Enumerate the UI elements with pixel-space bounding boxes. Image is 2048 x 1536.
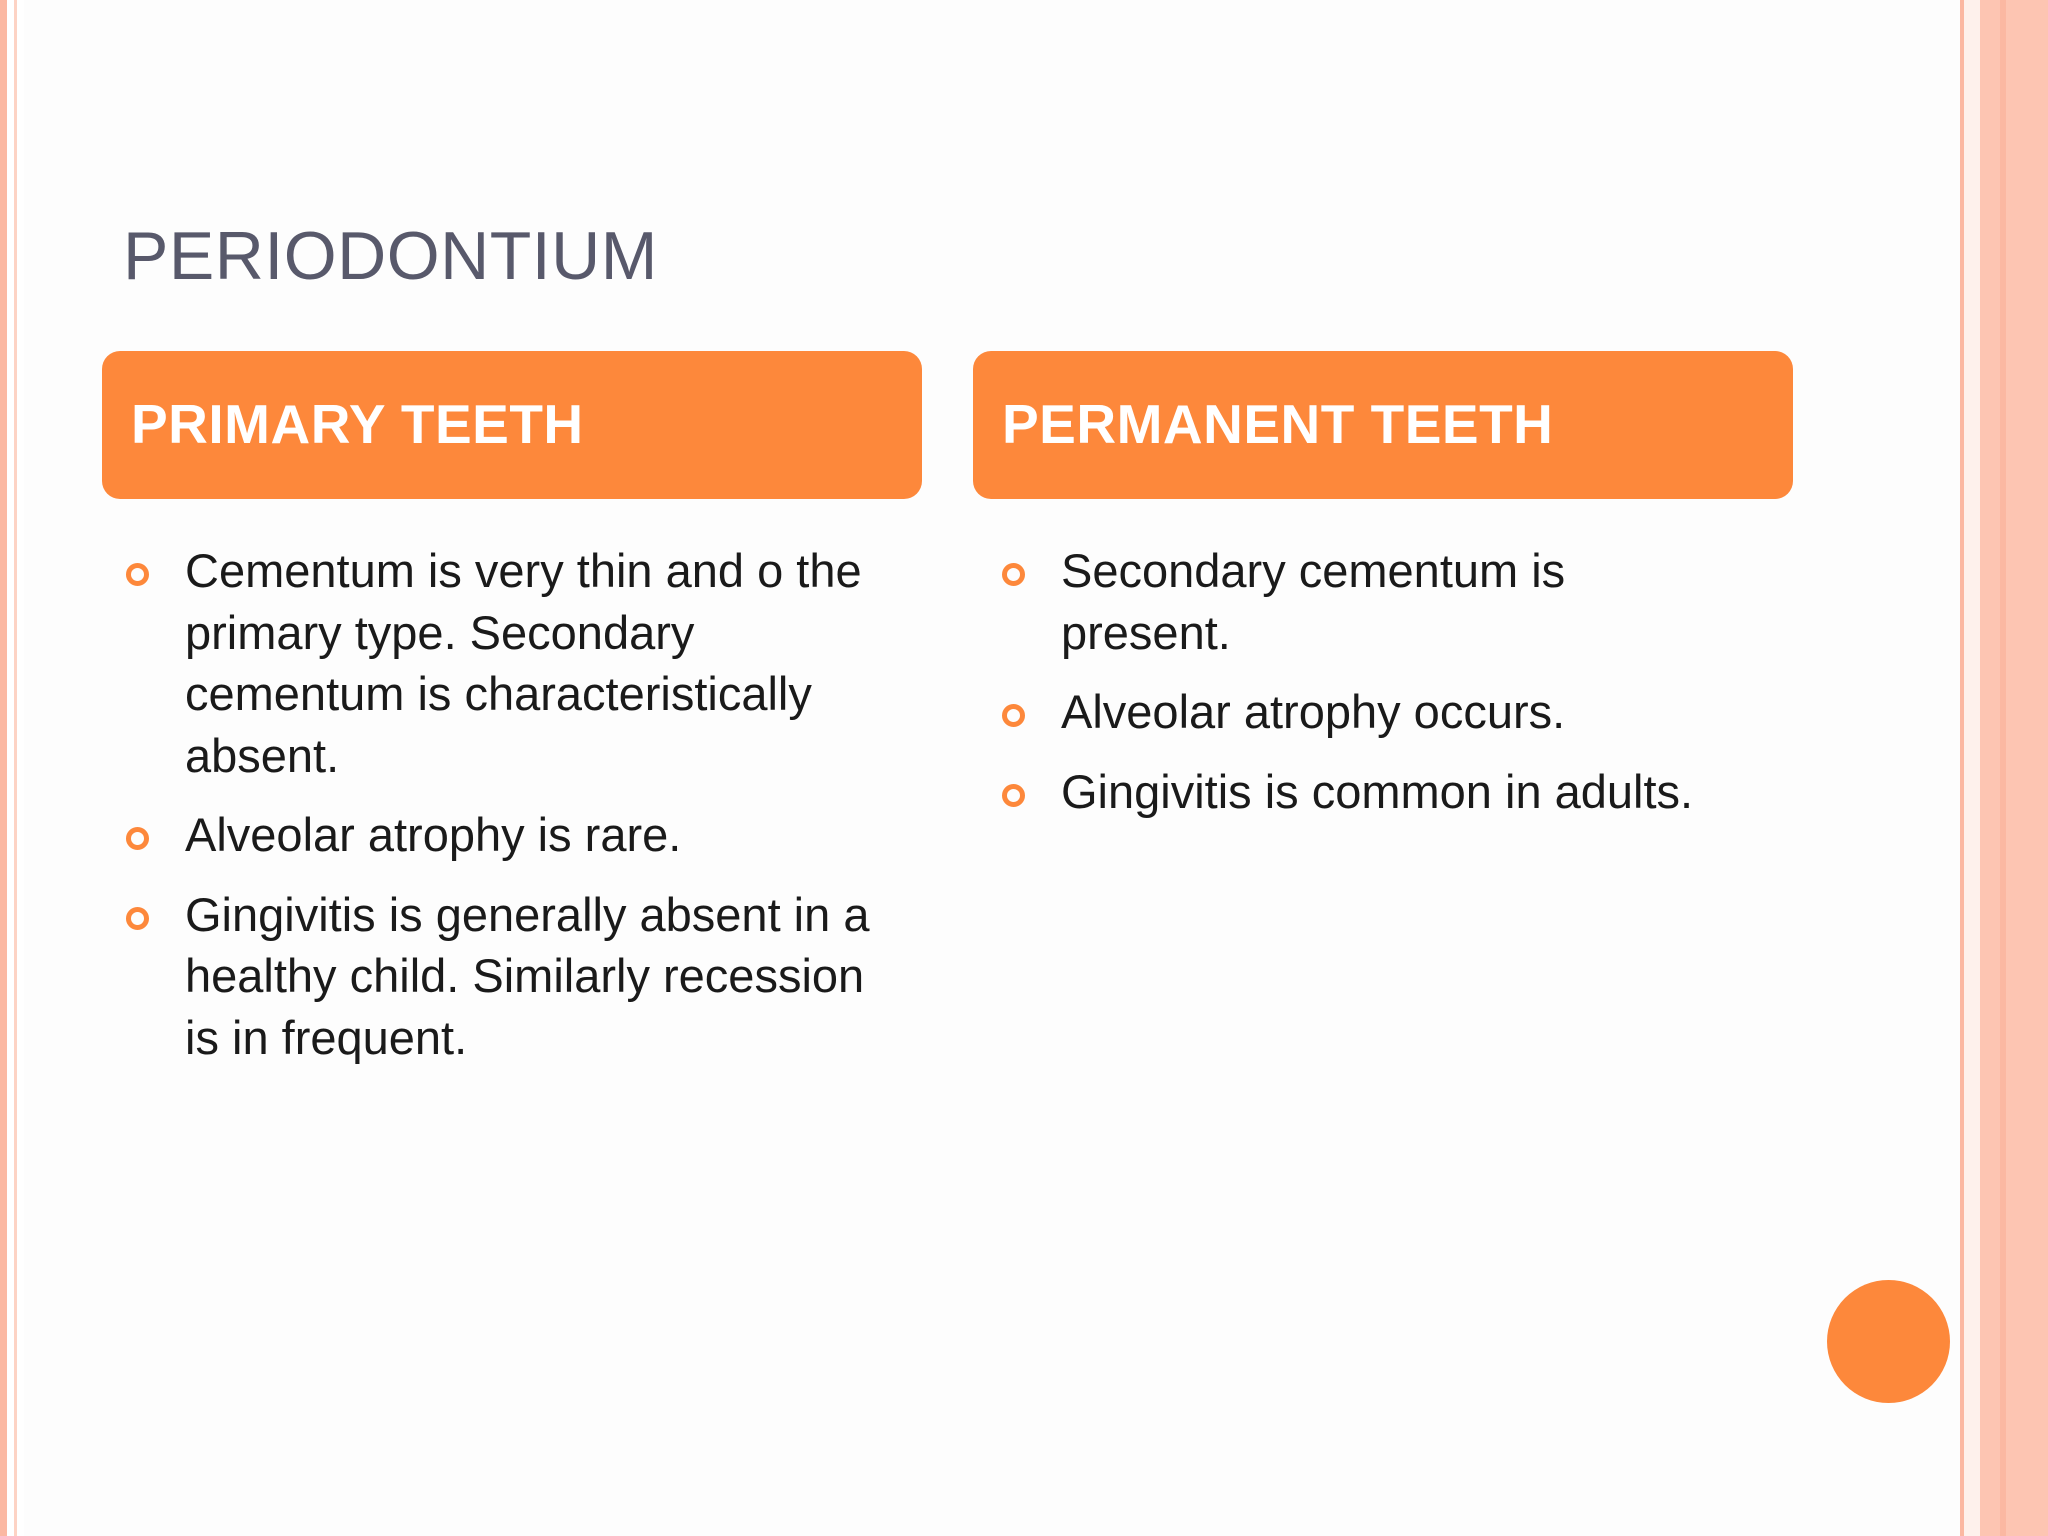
left-border-line xyxy=(14,0,17,1536)
permanent-teeth-header-label: PERMANENT TEETH xyxy=(1002,393,1554,455)
right-border-band xyxy=(2006,0,2048,1536)
primary-teeth-header-label: PRIMARY TEETH xyxy=(131,393,584,455)
bullet-circle-icon xyxy=(1002,704,1025,727)
list-item xyxy=(124,804,904,866)
bullet-text: Alveolar atrophy occurs. xyxy=(1061,685,1566,738)
primary-teeth-bullet-list xyxy=(124,540,904,1086)
left-border-stripe xyxy=(0,0,7,1536)
right-border-stripe xyxy=(1980,0,2000,1536)
bullet-text: Alveolar atrophy is rare. xyxy=(185,808,682,861)
bullet-circle-icon xyxy=(1002,784,1025,807)
slide-title: PERIODONTIUM xyxy=(123,218,658,294)
permanent-teeth-header xyxy=(973,351,1793,499)
decorative-orange-circle xyxy=(1827,1280,1950,1403)
bullet-text: Secondary cementum is present. xyxy=(1061,544,1566,659)
list-item xyxy=(124,884,904,1069)
list-item xyxy=(1000,540,1661,663)
permanent-teeth-bullet-list xyxy=(1000,540,1800,840)
bullet-circle-icon xyxy=(1002,563,1025,586)
bullet-text: Gingivitis is generally absent in a healthy child. Similarly recession is in frequent. xyxy=(185,887,870,1064)
primary-teeth-header xyxy=(102,351,922,499)
right-border-gap xyxy=(1964,0,1980,1536)
bullet-circle-icon xyxy=(126,563,149,586)
bullet-text: Gingivitis is common in adults. xyxy=(1061,764,1694,818)
bullet-circle-icon xyxy=(126,827,149,850)
list-item xyxy=(1000,761,1800,823)
bullet-circle-icon xyxy=(126,907,149,930)
list-item xyxy=(124,540,904,786)
bullet-text: Cementum is very thin and o the primary type. Secondary cementum is characteristically absent. xyxy=(185,544,862,782)
list-item xyxy=(1000,681,1800,743)
